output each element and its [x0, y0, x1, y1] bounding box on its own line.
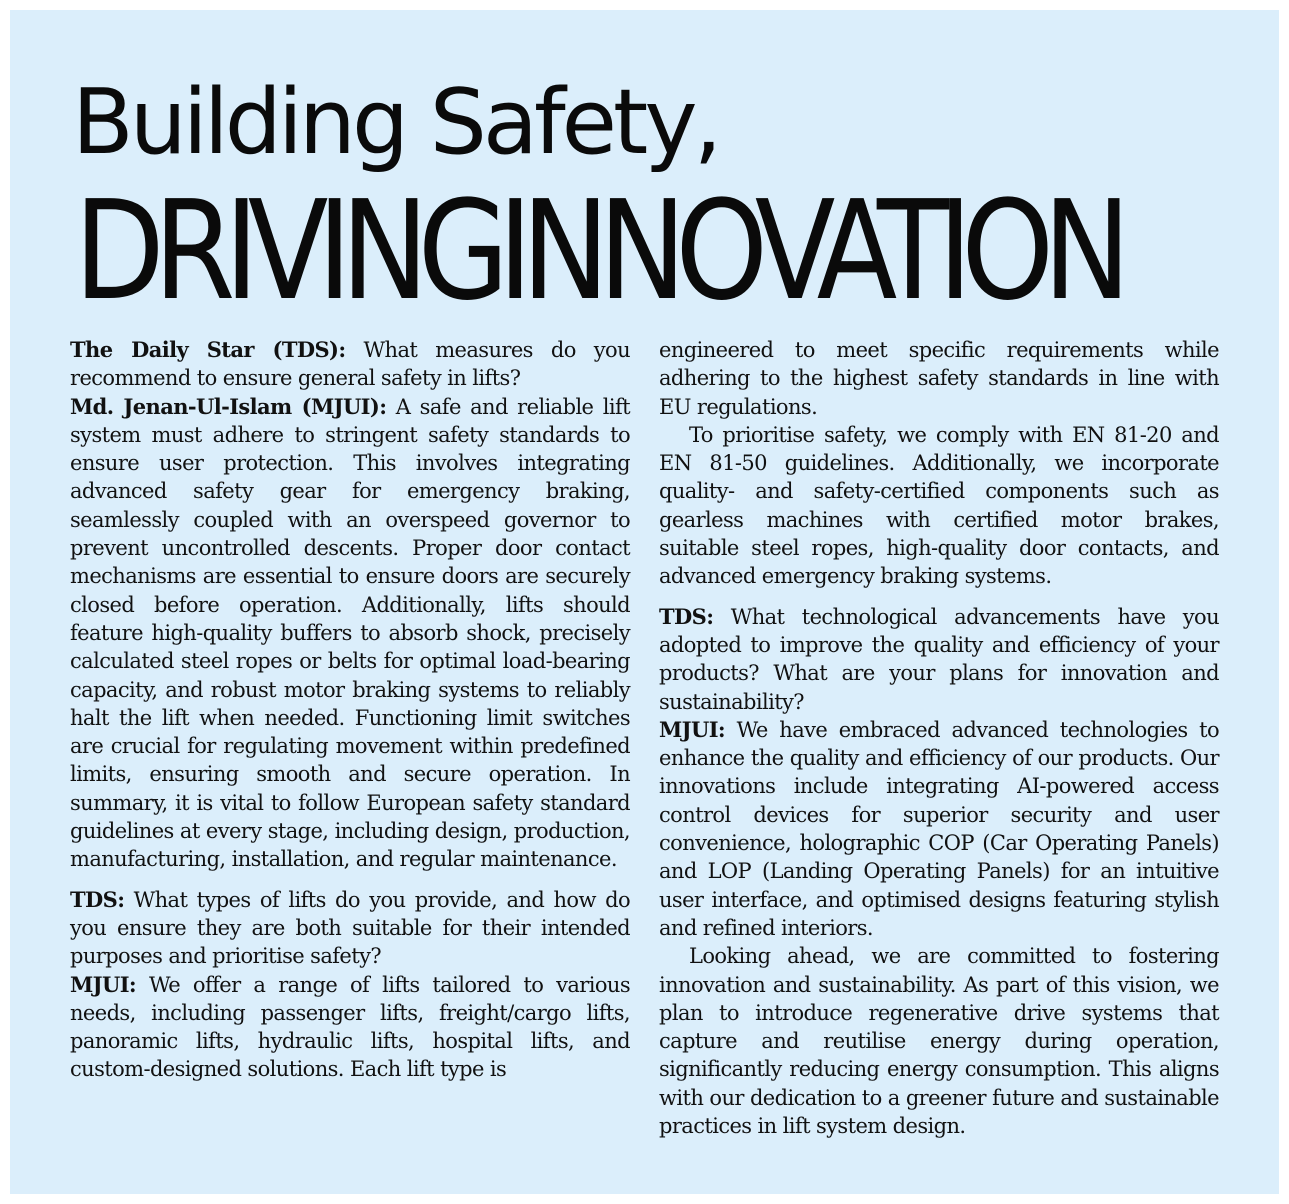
paragraph-text: What types of lifts do you provide, and how do you ensure they are both suitable for their intended purposes and prioritise safety? [70, 887, 630, 969]
speaker-label: MJUI: [70, 971, 137, 997]
answer-paragraph [659, 942, 1219, 1140]
paragraph-text: We offer a range of lifts tailored to various needs, including passenger lifts, freight/cargo lifts, panoramic lifts, hydraulic lifts, hospital lifts, and custom-designed solutions. Each lift type is [70, 972, 630, 1082]
answer-paragraph [659, 421, 1219, 591]
paragraph-text: To prioritise safety, we comply with EN 81-20 and EN 81-50 guidelines. Additionally, we incorporate quality- and safety-certified components such as gearless machines with certified motor brakes, suitable steel ropes, high-quality door contacts, and advanced emergency braking systems. [659, 422, 1219, 589]
left-column [70, 336, 630, 1084]
answer-continuation [659, 336, 1219, 421]
paragraph-text: What technological advancements have you adopted to improve the quality and efficiency of your products? What are your plans for innovation and sustainability? [659, 604, 1219, 714]
answer-paragraph [70, 971, 630, 1084]
question-paragraph [70, 886, 630, 971]
article-panel [10, 10, 1279, 1194]
paragraph-text: engineered to meet specific requirements while adhering to the highest safety standards in line with EU regulations. [659, 338, 1219, 419]
paragraph-text: What measures do you recommend to ensure general safety in lifts? [70, 338, 630, 391]
speaker-label: TDS: [70, 886, 125, 912]
speaker-label: Md. Jenan-Ul-Islam (MJUI): [70, 393, 387, 419]
question-paragraph [70, 336, 630, 393]
answer-paragraph [70, 393, 630, 874]
right-column [659, 336, 1219, 1140]
speaker-label: TDS: [659, 603, 714, 629]
headline-line-1: Building Safety, [72, 70, 719, 175]
speaker-label: The Daily Star (TDS): [70, 337, 346, 362]
paragraph-text: A safe and reliable lift system must adhere to stringent safety standards to ensure user protection. This involves integrating advanced safety gear for emergency braking, seamlessly coupled with an overspeed governor to prevent uncontrolled descents. Proper door contact mechanisms are essential to ensure doors are securely closed before operation. Additionally, lifts should feature high-quality buffers to absorb shock, precisely calculated steel ropes or belts for optimal load-bearing capacity, and robust motor braking systems to reliably halt the lift when needed. Functioning limit switches are crucial for regulating movement within predefined limits, ensuring smooth and secure operation. In summary, it is vital to follow European safety standard guidelines at every stage, including design, production, manufacturing, installation, and regular maintenance. [70, 394, 630, 872]
speaker-label: MJUI: [659, 716, 726, 742]
answer-paragraph [659, 716, 1219, 942]
paragraph-text: Looking ahead, we are committed to fostering innovation and sustainability. As part of this vision, we plan to introduce regenerative drive systems that capture and reutilise energy during operation, significantly reducing energy consumption. This aligns with our dedication to a greener future and sustainable practices in lift system design. [659, 944, 1219, 1139]
headline-line-2: DRIVINGINNOVATION [74, 172, 1120, 331]
question-paragraph [659, 603, 1219, 716]
paragraph-text: We have embraced advanced technologies to enhance the quality and efficiency of our products. Our innovations include integrating AI-powered access control devices for superior security and user convenience, holographic COP (Car Operating Panels) and LOP (Landing Operating Panels) for an intuitive user interface, and optimised designs featuring stylish and refined interiors. [659, 717, 1219, 940]
